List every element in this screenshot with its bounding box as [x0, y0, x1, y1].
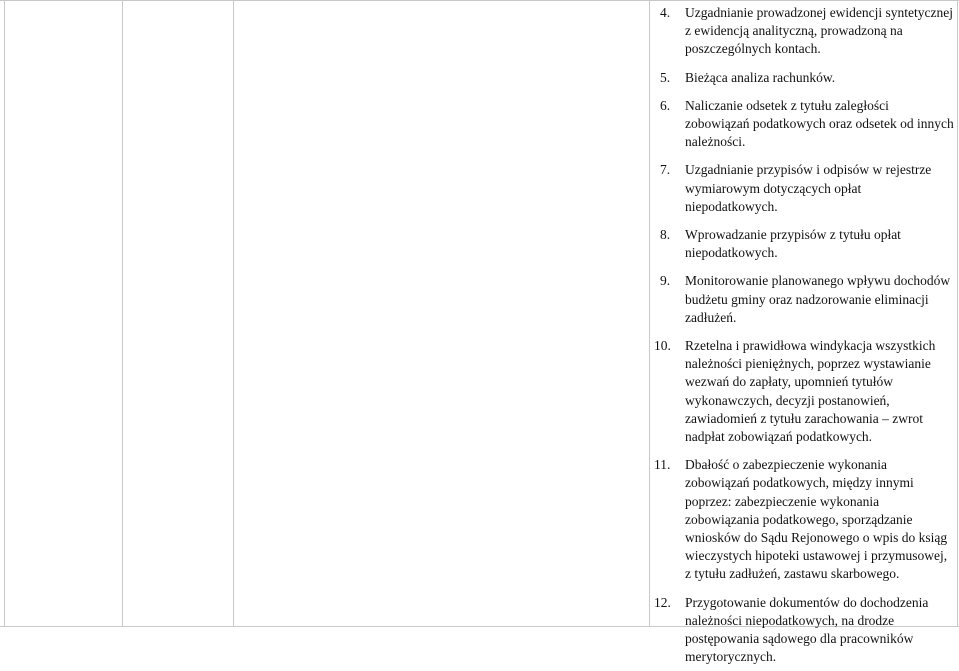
table-left-border	[4, 0, 5, 627]
item-number: 11.	[654, 457, 671, 473]
item-number: 9.	[660, 273, 671, 289]
list-item	[654, 337, 954, 446]
list-item	[660, 226, 954, 262]
list-item	[660, 97, 954, 152]
item-number: 5.	[660, 69, 671, 85]
column-divider-3	[649, 0, 650, 627]
item-text: Rzetelna i prawidłowa windykacja wszystkich należności pieniężnych, poprzez wystawianie wezwań do zapłaty, upomnień tytułów wykonawczych, decyzji postanowień, zawiadomień z tytułu zarachowania – zwrot nadpłat zobowiązań podatkowych.	[685, 338, 936, 445]
item-number: 8.	[660, 227, 671, 243]
item-number: 12.	[654, 594, 671, 610]
list-item	[660, 69, 954, 87]
list-item	[660, 161, 954, 216]
item-text: Uzgadnianie prowadzonej ewidencji syntetycznej z ewidencją analityczną, prowadzoną na poszczególnych kontach.	[685, 5, 954, 57]
item-text: Przygotowanie dokumentów do dochodzenia należności niepodatkowych, na drodze postępowania sądowego dla pracowników merytorycznych.	[685, 594, 929, 665]
duties-list	[654, 4, 954, 671]
item-text: Uzgadnianie przypisów i odpisów w rejestrze wymiarowym dotyczących opłat niepodatkowych.	[685, 162, 932, 214]
table-top-border	[0, 0, 959, 1]
item-text: Dbałość o zabezpieczenie wykonania zobowiązań podatkowych, między innymi poprzez: zabezpieczenie wykonania zobowiązania podatkowego, sporządzanie wniosków do Sądu Rejonowego o wpis do ksiąg wieczystych hipoteki ustawowej i przymusowej, z tytułu zadłużeń, zastawu skarbowego.	[685, 457, 948, 582]
item-text: Wprowadzanie przypisów z tytułu opłat niepodatkowych.	[685, 227, 901, 261]
item-number: 6.	[660, 97, 671, 113]
list-item	[654, 456, 954, 583]
table-right-border	[957, 0, 958, 627]
item-text: Monitorowanie planowanego wpływu dochodów budżetu gminy oraz nadzorowanie eliminacji zadłużeń.	[685, 273, 951, 325]
column-divider-2	[233, 0, 234, 627]
item-text: Bieżąca analiza rachunków.	[685, 69, 836, 85]
list-item	[660, 4, 954, 59]
column-divider-1	[122, 0, 123, 627]
item-number: 7.	[660, 162, 671, 178]
list-item	[654, 594, 954, 667]
item-text: Naliczanie odsetek z tytułu zaległości zobowiązań podatkowych oraz odsetek od innych należności.	[685, 97, 954, 150]
item-number: 4.	[660, 5, 671, 20]
item-number: 10.	[654, 338, 671, 354]
list-item	[660, 272, 954, 327]
